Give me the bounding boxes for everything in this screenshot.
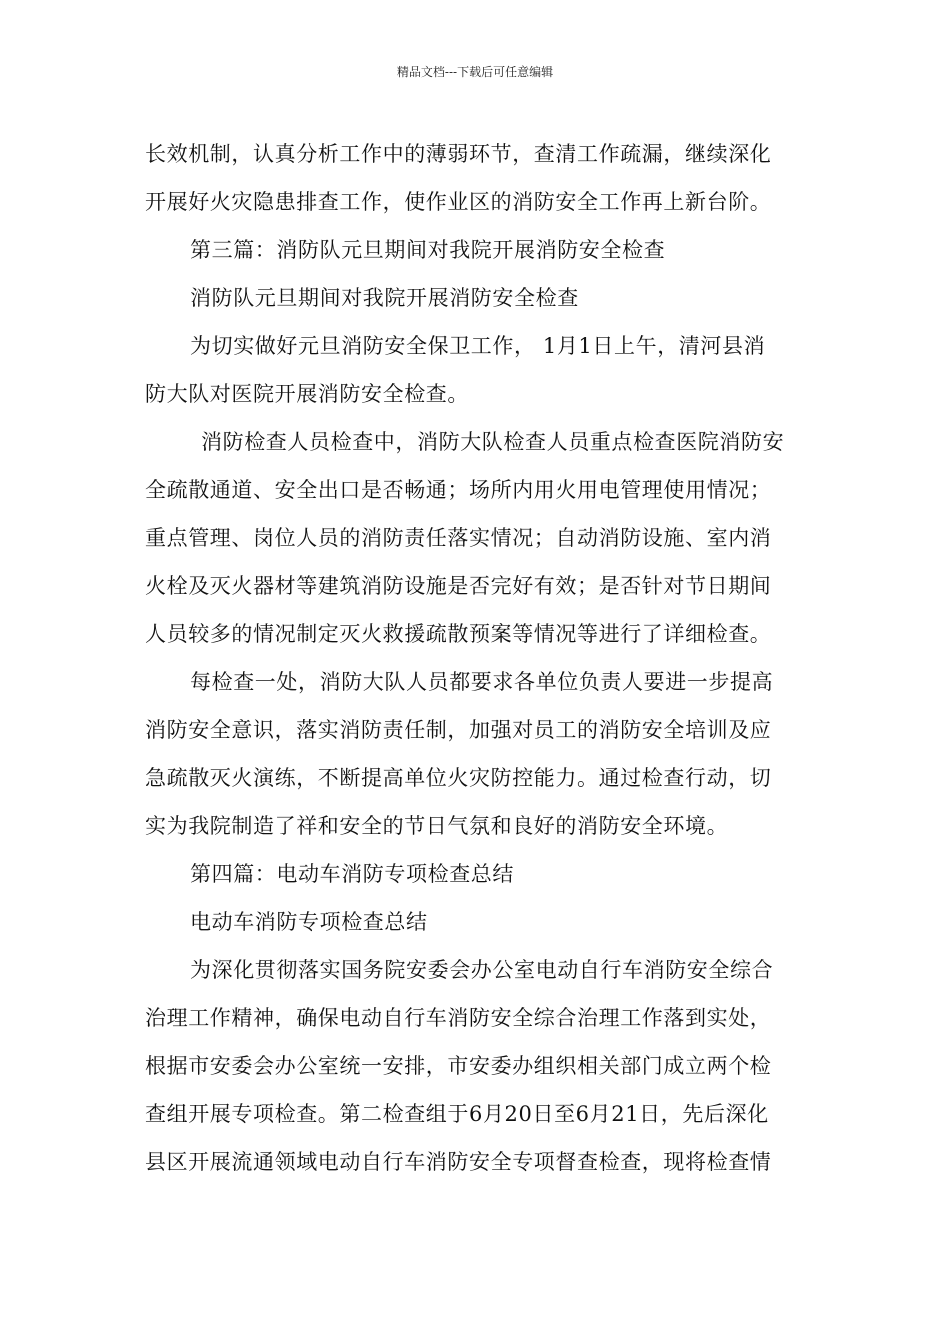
- article-title: 电动车消防专项检查总结: [190, 910, 428, 934]
- body-line: 开展好火灾隐患排查工作，使作业区的消防安全工作再上新台阶。: [145, 190, 772, 214]
- paragraph-start: 为深化贯彻落实国务院安委会办公室电动自行车消防安全综合: [190, 958, 774, 982]
- body-line: 人员较多的情况制定灭火救援疏散预案等情况等进行了详细检查。: [145, 622, 772, 646]
- page-header: 精品文档---下载后可任意编辑: [396, 65, 554, 79]
- paragraph-start: 每检查一处，消防大队人员都要求各单位负责人要进一步提高: [190, 670, 774, 694]
- body-line: 全疏散通道、安全出口是否畅通；场所内用火用电管理使用情况；: [145, 478, 772, 502]
- paragraph-start: 为切实做好元旦消防安全保卫工作， 1月1日上午，清河县消: [190, 334, 766, 358]
- paragraph-start: 消防检查人员检查中，消防大队检查人员重点检查医院消防安: [201, 430, 785, 454]
- document-body: [145, 130, 810, 1186]
- section-title: 第四篇：电动车消防专项检查总结: [190, 862, 514, 886]
- body-line: 实为我院制造了祥和安全的节日气氛和良好的消防安全环境。: [145, 814, 729, 838]
- body-line: 治理工作精神，确保电动自行车消防安全综合治理工作落到实处，: [145, 1006, 772, 1030]
- body-line: 火栓及灭火器材等建筑消防设施是否完好有效；是否针对节日期间: [145, 574, 772, 598]
- section-title: 第三篇：消防队元旦期间对我院开展消防安全检查: [190, 238, 666, 262]
- body-line: 消防安全意识，落实消防责任制，加强对员工的消防安全培训及应: [145, 718, 772, 742]
- article-title: 消防队元旦期间对我院开展消防安全检查: [190, 286, 579, 310]
- body-line: 长效机制，认真分析工作中的薄弱环节，查清工作疏漏，继续深化: [145, 142, 772, 166]
- body-line: 查组开展专项检查。第二检查组于6月20日至6月21日，先后深化: [145, 1102, 769, 1126]
- body-line: 急疏散灭火演练，不断提高单位火灾防控能力。通过检查行动，切: [145, 766, 772, 790]
- body-line: 县区开展流通领域电动自行车消防安全专项督查检查，现将检查情: [145, 1150, 772, 1174]
- body-line: 防大队对医院开展消防安全检查。: [145, 382, 469, 406]
- body-line: 重点管理、岗位人员的消防责任落实情况；自动消防设施、室内消: [145, 526, 772, 550]
- body-line: 根据市安委会办公室统一安排，市安委办组织相关部门成立两个检: [145, 1054, 772, 1078]
